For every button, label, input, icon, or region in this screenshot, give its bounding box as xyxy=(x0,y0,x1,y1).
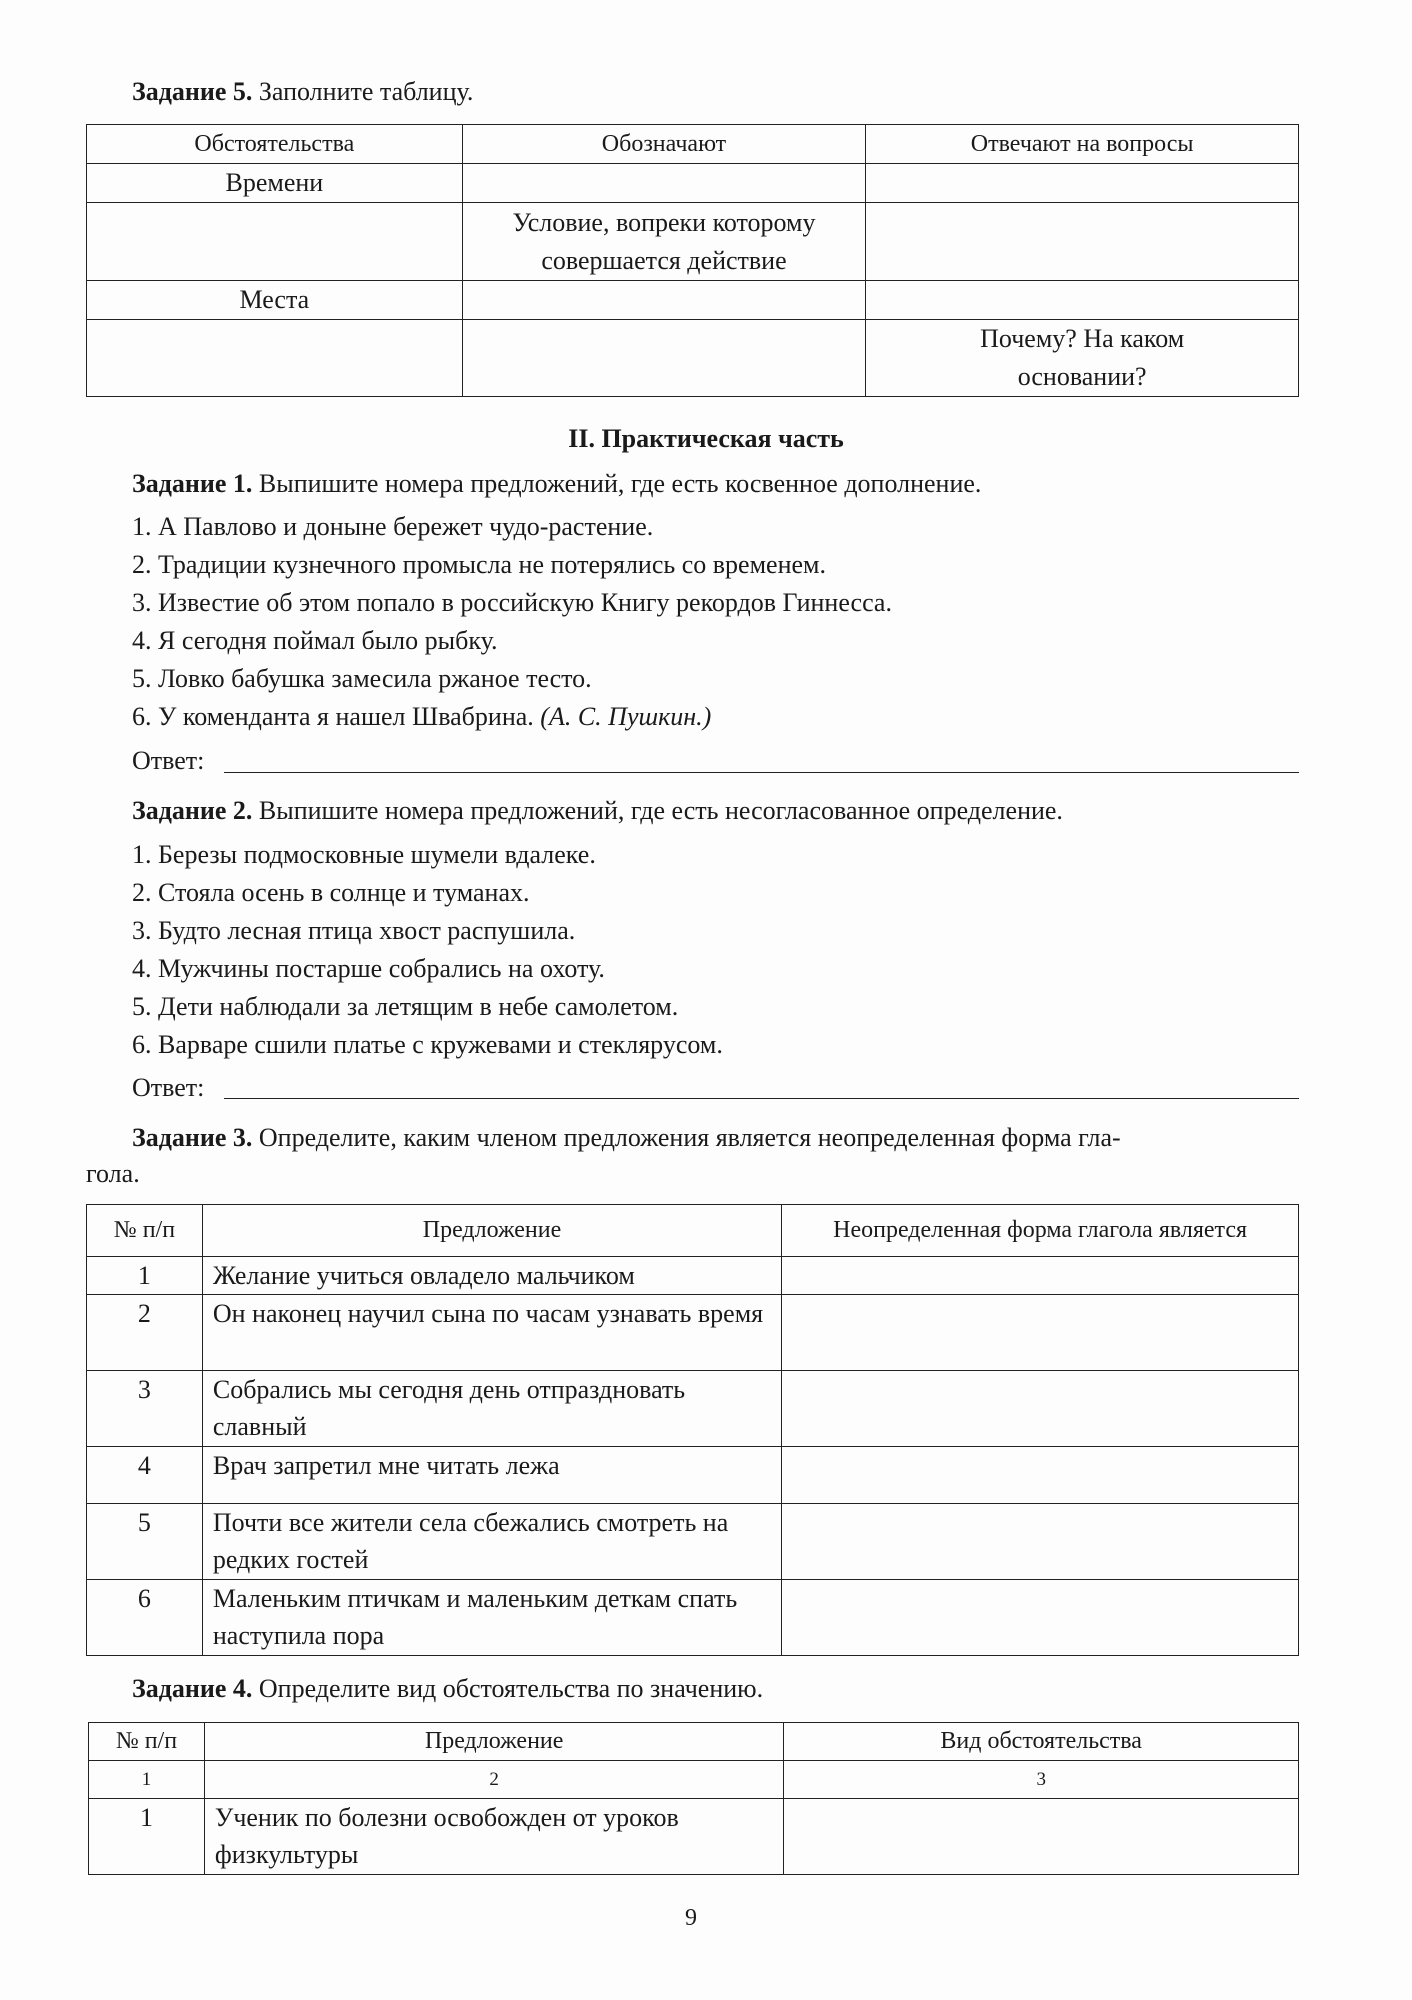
task5-cell[interactable] xyxy=(87,320,463,397)
row-number: 4 xyxy=(87,1447,203,1504)
column-index: 3 xyxy=(784,1761,1299,1799)
table-row xyxy=(87,164,1299,203)
table-row xyxy=(87,1371,1299,1447)
task5-table xyxy=(86,124,1299,397)
task3-table xyxy=(86,1204,1299,1656)
list-item: 4. Мужчины постарше собрались на охоту. xyxy=(132,954,605,983)
row-number: 1 xyxy=(87,1257,203,1295)
row-sentence: Собрались мы сегодня день отпраздновать славный xyxy=(202,1371,781,1447)
task5-cell[interactable] xyxy=(87,203,463,281)
task2-answer-line[interactable] xyxy=(224,1098,1299,1099)
task1-heading xyxy=(132,465,981,503)
row-number: 6 xyxy=(87,1580,203,1656)
list-item-text: 6. У коменданта я нашел Швабрина. xyxy=(132,702,534,731)
task4-label: Задание 4. xyxy=(132,1674,253,1703)
row-number: 2 xyxy=(87,1295,203,1371)
task5-header-cell: Отвечают на вопросы xyxy=(866,125,1299,164)
table-row xyxy=(87,281,1299,320)
task5-cell[interactable] xyxy=(866,203,1299,281)
row-sentence: Ученик по болезни освобожден от уроков физкультуры xyxy=(204,1799,783,1875)
task3-heading xyxy=(132,1119,1121,1157)
task2-label: Задание 2. xyxy=(132,796,253,825)
list-item: 4. Я сегодня поймал было рыбку. xyxy=(132,626,498,655)
column-index: 2 xyxy=(204,1761,783,1799)
task1-text: Выпишите номера предложений, где есть косвенное дополнение. xyxy=(258,469,982,498)
task2-answer-label: Ответ: xyxy=(132,1073,205,1102)
task2-text: Выпишите номера предложений, где есть несогласованное определение. xyxy=(258,796,1063,825)
row-number: 1 xyxy=(89,1799,205,1875)
task5-cell[interactable] xyxy=(462,164,866,203)
table-row xyxy=(87,203,1299,281)
task1-answer-line[interactable] xyxy=(224,772,1299,773)
page-number: 9 xyxy=(685,1905,697,1931)
task4-header-cell: Предложение xyxy=(204,1723,783,1761)
list-item: 1. А Павлово и доныне бережет чудо-растение. xyxy=(132,512,654,541)
column-index: 1 xyxy=(89,1761,205,1799)
row-number: 3 xyxy=(87,1371,203,1447)
table-row xyxy=(87,1504,1299,1580)
task5-header-row xyxy=(87,125,1299,164)
task5-text: Заполните таблицу. xyxy=(258,77,474,106)
row-sentence: Врач запретил мне читать лежа xyxy=(202,1447,781,1504)
task5-cell[interactable] xyxy=(866,281,1299,320)
answer-cell[interactable] xyxy=(782,1580,1299,1656)
task5-cell[interactable]: Почему? На каком основании? xyxy=(866,320,1299,397)
list-item: 2. Стояла осень в солнце и туманах. xyxy=(132,878,530,907)
answer-cell[interactable] xyxy=(782,1257,1299,1295)
task5-cell[interactable]: Времени xyxy=(87,164,463,203)
task5-heading xyxy=(132,73,473,111)
task5-cell[interactable] xyxy=(866,164,1299,203)
task5-cell[interactable] xyxy=(462,320,866,397)
task2-heading xyxy=(132,792,1063,830)
task3-header-cell: Предложение xyxy=(202,1205,781,1257)
task4-heading xyxy=(132,1670,763,1708)
answer-cell[interactable] xyxy=(782,1295,1299,1371)
task3-label: Задание 3. xyxy=(132,1123,253,1152)
row-number: 5 xyxy=(87,1504,203,1580)
task3-header-row xyxy=(87,1205,1299,1257)
task5-label: Задание 5. xyxy=(132,77,253,106)
list-item-author: (А. С. Пушкин.) xyxy=(540,702,712,731)
task1-label: Задание 1. xyxy=(132,469,253,498)
table-row xyxy=(87,320,1299,397)
task5-header-cell: Обстоятельства xyxy=(87,125,463,164)
list-item: 2. Традиции кузнечного промысла не потерялись со временем. xyxy=(132,550,826,579)
table-row xyxy=(87,1257,1299,1295)
row-sentence: Он наконец научил сына по часам узнавать время xyxy=(202,1295,781,1371)
task5-cell[interactable] xyxy=(462,281,866,320)
list-item: 1. Березы подмосковные шумели вдалеке. xyxy=(132,840,596,869)
row-sentence: Почти все жители села сбежались смотреть на редких гостей xyxy=(202,1504,781,1580)
task4-header-cell: № п/п xyxy=(89,1723,205,1761)
list-item: 3. Будто лесная птица хвост распушила. xyxy=(132,916,576,945)
task2-list xyxy=(132,836,723,1064)
answer-cell[interactable] xyxy=(782,1371,1299,1447)
task4-text: Определите вид обстоятельства по значению. xyxy=(258,1674,764,1703)
answer-cell[interactable] xyxy=(782,1504,1299,1580)
task5-cell[interactable]: Условие, вопреки которому совершается действие xyxy=(462,203,866,281)
task3-text: Определите, каким членом предложения является неопределенная форма гла- xyxy=(258,1123,1121,1152)
task4-table xyxy=(88,1722,1299,1875)
task4-header-row xyxy=(89,1723,1299,1761)
list-item: 6. Варваре сшили платье с кружевами и стеклярусом. xyxy=(132,1030,723,1059)
list-item: 3. Известие об этом попало в российскую Книгу рекордов Гиннесса. xyxy=(132,588,892,617)
row-sentence: Желание учиться овладело мальчиком xyxy=(202,1257,781,1295)
table-row xyxy=(87,1295,1299,1371)
task5-header-cell: Обозначают xyxy=(462,125,866,164)
table-row xyxy=(87,1447,1299,1504)
task3-text-cont: гола. xyxy=(86,1159,140,1188)
table-row xyxy=(87,1580,1299,1656)
answer-cell[interactable] xyxy=(782,1447,1299,1504)
list-item: 5. Дети наблюдали за летящим в небе самолетом. xyxy=(132,992,679,1021)
task1-answer-label: Ответ: xyxy=(132,746,205,775)
task1-list xyxy=(132,508,892,736)
task3-header-cell: № п/п xyxy=(87,1205,203,1257)
answer-cell[interactable] xyxy=(784,1799,1299,1875)
task5-cell[interactable]: Места xyxy=(87,281,463,320)
section-title: II. Практическая часть xyxy=(568,424,844,453)
task4-header-cell: Вид обстоятельства xyxy=(784,1723,1299,1761)
task3-header-cell: Неопределенная форма глагола является xyxy=(782,1205,1299,1257)
list-item-6 xyxy=(132,698,892,736)
task4-index-row xyxy=(89,1761,1299,1799)
table-row xyxy=(89,1799,1299,1875)
list-item: 5. Ловко бабушка замесила ржаное тесто. xyxy=(132,664,592,693)
row-sentence: Маленьким птичкам и маленьким деткам спать наступила пора xyxy=(202,1580,781,1656)
